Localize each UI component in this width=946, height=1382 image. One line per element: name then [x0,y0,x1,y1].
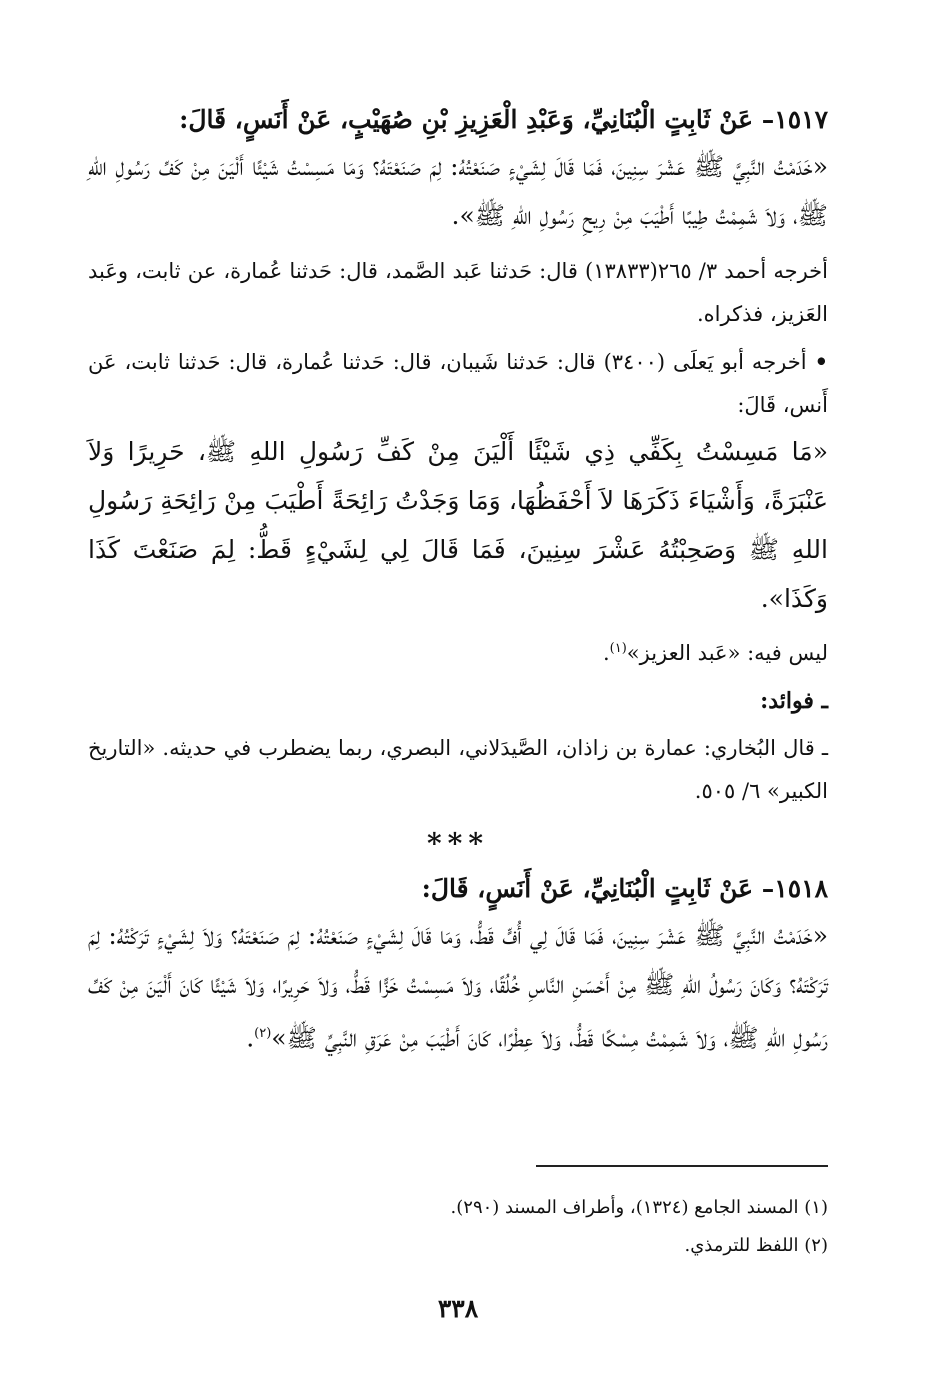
takhrij-abu-yala-text: أخرجه أبو يَعلَى (٣٤٠٠) قال: حَدثنا شَيبان، قال: حَدثنا عُمارة، قال: حَدثنا ثابت، عَن أَنس، قَالَ: [88,350,828,417]
hadith-1518-text [88,911,828,1062]
footnote-divider [536,1165,828,1167]
hadith-1518-body: «خَدَمْتُ النَّبِيَّ ﷺ عَشْرَ سِنِينَ، فَمَا قَالَ لِي أُفٍّ قَطُّ، وَمَا قَالَ لِشَيْءٍ صَنَعْتُهُ: لِمَ صَنَعْتَهُ؟ وَلاَ لِشَيْءٍ تَرَكْتُهُ: لِمَ تَرَكْتَهُ؟ وَكَانَ رَسُولُ اللهِ ﷺ مِنْ أَحْسَنِ النَّاسِ خُلُقًا، وَلاَ مَسِسْتُ خَزًّا قَطُّ، وَلاَ حَرِيرًا، وَلاَ شَيْئًا كَانَ أَلْيَنَ مِنْ كَفِّ رَسُولِ اللهِ ﷺ، وَلاَ شَمِمْتُ مِسْكًا قَطُّ، وَلاَ عِطْرًا، كَانَ أَطْيَبَ مِنْ عَرَقِ النَّبِيِّ ﷺ» [88,921,828,1053]
laysa-fihi-note: ليس فيه: «عَبد العزيز»$^{(١)}$. [602,641,828,665]
page-number: ٣٣٨ [437,1294,479,1323]
takhrij-ahmad: أخرجه أحمد ٣/ ٢٦٥(١٣٨٣٣) قال: حَدثنا عَبد الصَّمد، قال: حَدثنا عُمارة، عن ثابت، وعَبد العَزيز، فذكراه. [88,259,828,326]
hadith-1518-end: . [246,1023,255,1053]
hadith-1517-heading: ١٥١٧– عَنْ ثَابِتٍ الْبُنَانِيِّ، وَعَبْدِ الْعَزِيزِ بْنِ صُهَيْبٍ، عَنْ أَنَسٍ، قَالَ: [179,105,828,134]
bullet-icon: • [814,349,828,374]
footnotes [88,1189,828,1265]
book-page [88,98,828,1342]
laysa-fihi-text: ليس فيه: «عَبد العزيز» [626,641,828,665]
fawaid-text: ـ قال البُخاري: عمارة بن زاذان، الصَّيدَلاني، البصري، ربما يضطرب في حديثه. «التاريخ الكبير» ٦/ ٥٠٥. [88,736,828,803]
hadith-1518-heading: ١٥١٨– عَنْ ثَابِتٍ الْبُنَانِيِّ، عَنْ أَنَسٍ، قَالَ: [421,874,828,903]
footnote-1: (١) المسند الجامع (١٣٢٤)، وأطراف المسند (٢٩٠). [450,1197,828,1218]
section-separator: *** [427,827,489,860]
hadith-1517-variant-text: «مَا مَسِسْتُ بِكَفِّي ذِي شَيْئًا أَلْيَنَ مِنْ كَفِّ رَسُولِ اللهِ ﷺ، حَرِيرًا وَلاَ عَنْبَرَةً، وَأَشْيَاءَ ذَكَرَهَا لاَ أَحْفَظُهَا، وَمَا وَجَدْتُ رَائِحَةً أَطْيَبَ مِنْ رَائِحَةِ رَسُولِ اللهِ ﷺ وَصَحِبْتُهُ عَشْرَ سِنِينَ، فَمَا قَالَ لِي لِشَيْءٍ قَطُّ: لِمَ صَنَعْتَ كَذَا وَكَذَا». [88,437,828,613]
footnote-ref-1: (١) [609,641,627,656]
footnote-ref-2: (٢) [254,1026,272,1041]
takhrij-abu-yala [88,340,828,427]
fawaid-heading: ـ فوائد: [760,688,828,714]
hadith-1517-text: «خَدَمْتُ النَّبِيَّ ﷺ عَشْرَ سِنِينَ، فَمَا قَالَ لِشَيْءٍ صَنَعْتُهُ: لِمَ صَنَعْتَهُ؟ وَمَا مَسِسْتُ شَيْئًا أَلْيَنَ مِنْ كَفِّ رَسُولِ اللهِ ﷺ، وَلاَ شَمِمْتُ طِيبًا أَطْيَبَ مِنْ رِيحِ رَسُولِ اللهِ ﷺ». [88,152,828,230]
footnote-2: (٢) اللفظ للترمذي. [684,1235,828,1256]
